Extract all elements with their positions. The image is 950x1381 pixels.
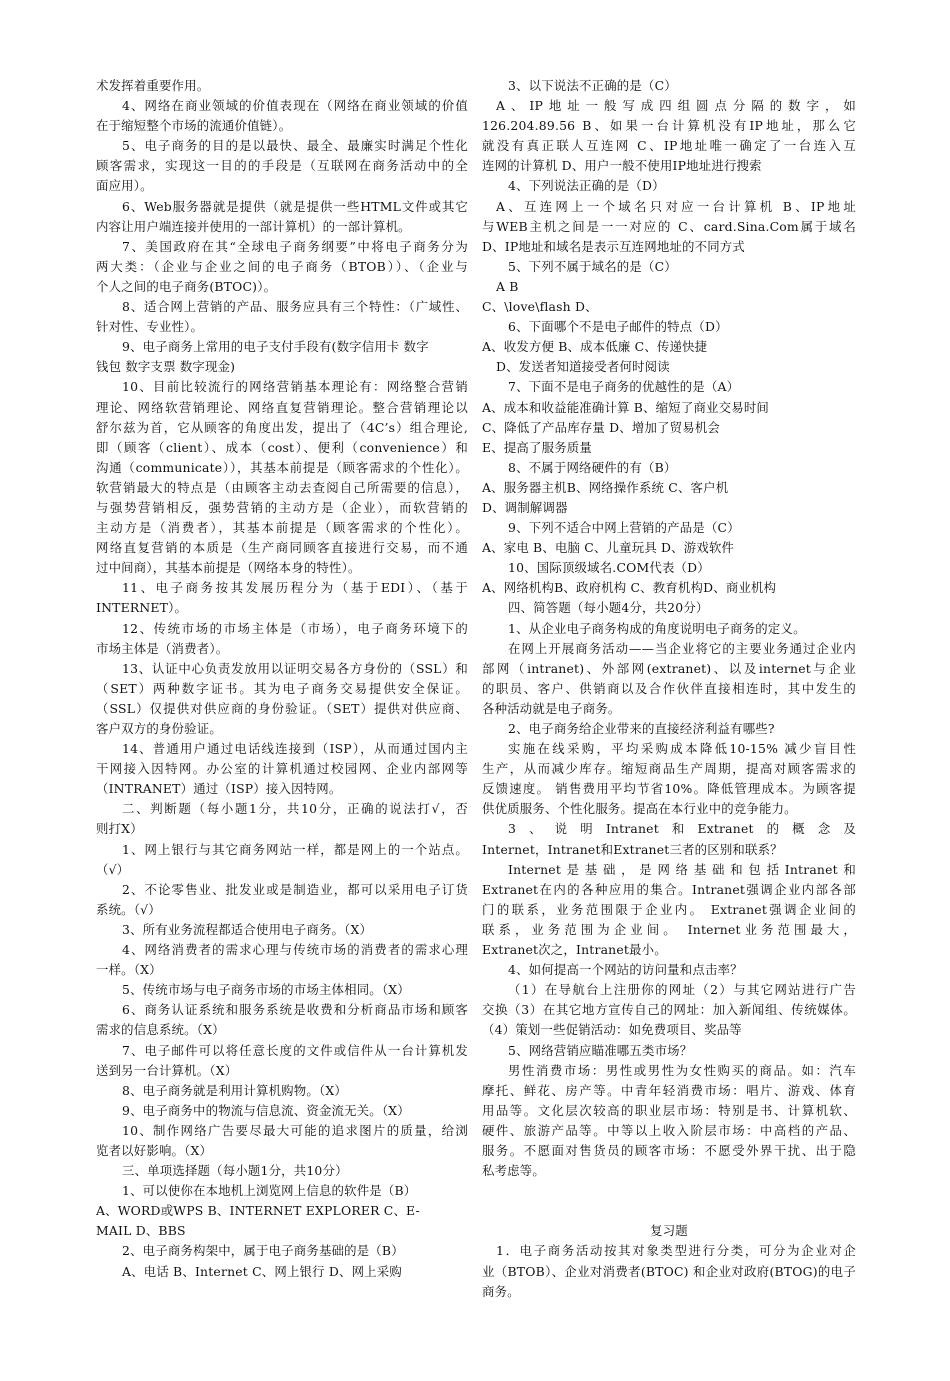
text-line: 面应用）。 xyxy=(96,178,153,194)
text-line: 2、电子商务给企业带来的直接经济利益有哪些? xyxy=(508,721,775,736)
text-line: 在网上开展商务活动——当企业将它的主要业务通过企业内 xyxy=(508,640,856,656)
text-line: 即（顾客（client）、成本（cost）、便利（convenience）和 xyxy=(96,439,468,455)
text-line: 6、下面哪个不是电子邮件的特点（D） xyxy=(508,319,728,335)
text-line: Internet是基础，是网络基础和包括Intranet和 xyxy=(508,861,856,877)
text-line: 11、电子商务按其发展历程分为（基于EDI）、（基于 xyxy=(122,580,468,596)
text-line: D、发送者知道接受者何时阅读 xyxy=(496,359,670,375)
spacer xyxy=(482,1201,856,1221)
text-line: A、家电 B、电脑 C、儿童玩具 D、游戏软件 xyxy=(482,540,735,556)
text-line: 6、商务认证系统和服务系统是收费和分析商品市场和顾客 xyxy=(122,1002,468,1018)
text-line: 8、电子商务就是利用计算机购物。（X） xyxy=(122,1082,347,1098)
text-line: 私考虑等。 xyxy=(482,1163,545,1179)
text-line: （4）策划一些促销活动：如免费项目、奖品等 xyxy=(482,1022,742,1038)
text-line: Extranet在内的各种应用的集合。Intranet强调企业内部各部 xyxy=(482,881,856,897)
text-line: 4、下列说法正确的是（D） xyxy=(508,178,665,194)
text-line: 5、网络营销应瞄准哪五类市场？ xyxy=(508,1042,693,1058)
text-line: C、\love\flash D、 xyxy=(482,299,598,315)
text-line: 理论、网络软营销理论、网络直复营销理论。整合营销理论以 xyxy=(96,399,468,415)
text-line: 联系，业务范围为企业间。 Internet业务范围最大， xyxy=(482,921,856,937)
text-line: 业（BTOB）、企业对消费者(BTOC) 和企业对政府(BTOG)的电子 xyxy=(482,1263,856,1279)
right-column xyxy=(482,76,856,1302)
text-line: 软营销最大的特点是（由顾客主动去查阅自己所需要的信息）， xyxy=(96,479,468,495)
text-line: 生产，从而减少库存。缩短商品生产周期，提高对顾客需求的 xyxy=(482,761,856,777)
text-line: 一样。（X） xyxy=(96,962,162,978)
text-line: A B xyxy=(496,278,519,294)
text-line: 舒尔兹为首，它从顾客的角度出发，提出了（4C’s）组合理论, xyxy=(96,419,468,435)
text-line: 4、如何提高一个网站的访问量和点击率？ xyxy=(508,962,743,978)
text-line: 送到另一台计算机。（X） xyxy=(96,1062,238,1078)
text-line: A、服务器主机B、网络操作系统 C、客户机 xyxy=(482,479,729,495)
text-line: 硬件、旅游产品等。中等以上收入阶层市场：中高档的产品、 xyxy=(482,1122,856,1138)
text-line: 2、不论零售业、批发业或是制造业，都可以采用电子订货 xyxy=(122,881,468,897)
text-line: 各种活动就是电子商务。 xyxy=(482,700,621,716)
text-line: 门的联系，业务范围限于企业内。 Extranet强调企业间的 xyxy=(482,901,856,917)
text-line: E、提高了服务质量 xyxy=(482,439,592,455)
text-line: （1）在导航台上注册你的网址（2）与其它网站进行广告 xyxy=(508,982,856,998)
text-line: 10、目前比较流行的网络营销基本理论有：网络整合营销 xyxy=(122,379,468,395)
text-line: 5、下列不属于域名的是（C） xyxy=(508,258,677,274)
text-line: 用品等。文化层次较高的职业层市场：特别是书、计算机软、 xyxy=(482,1102,856,1118)
text-line: 术发挥着重要作用。 xyxy=(96,78,210,93)
text-line: D、IP地址和域名是表示互连网地址的不同方式 xyxy=(482,238,745,254)
text-line: 4、网络消费者的需求心理与传统市场的消费者的需求心理 xyxy=(122,942,468,958)
text-line: 两大类：（企业与企业之间的电子商务（BTOB））、（企业与 xyxy=(96,258,468,274)
text-line: 的职员、客户、供销商以及合作伙伴直接相连时，其中发生的 xyxy=(482,680,856,696)
text-line: A、收发方便 B、成本低廉 C、传递快捷 xyxy=(482,339,708,355)
text-line: 10、国际顶级域名.COM代表（D） xyxy=(508,560,710,576)
text-line: 览者以好影响。（X） xyxy=(96,1142,213,1158)
text-line: 连网的计算机 D、用户一般不使用IP地址进行搜索 xyxy=(482,158,762,174)
text-line: 系统。（√） xyxy=(96,901,161,917)
text-line: 2、电子商务构架中，属于电子商务基础的是（B） xyxy=(122,1243,404,1259)
text-line: 5、传统市场与电子商务市场的市场主体相同。（X） xyxy=(122,982,410,998)
text-line: A、互连网上一个域名只对应一台计算机 B、IP地址 xyxy=(496,198,856,214)
text-line: 供优质服务、个性化服务。提高在本行业中的竞争能力。 xyxy=(482,801,797,817)
section-heading: 二、判断题（每小题1分，共10分，正确的说法打√，否 xyxy=(122,801,468,817)
text-line: 部网（intranet)、外部网(extranet)、以及internet与企业 xyxy=(482,660,856,676)
text-line: 顾客需求，实现这一目的的手段是（互联网在商务活动中的全 xyxy=(96,158,468,174)
text-line: INTERNET）。 xyxy=(96,600,188,616)
section-title: 复习题 xyxy=(650,1223,688,1239)
text-line: 个人之间的电子商务(BTOC)）。 xyxy=(96,278,277,294)
text-line: 9、下列不适合中网上营销的产品是（C） xyxy=(508,520,740,536)
text-line: 商务。 xyxy=(482,1283,520,1299)
text-line: 8、适合网上营销的产品、服务应具有三个特性：（广域性、 xyxy=(122,299,468,315)
text-line: 网络直复营销的本质是（生产商同顾客直接进行交易，而不通 xyxy=(96,540,468,556)
text-line: 7、美国政府在其“全球电子商务纲要”中将电子商务分为 xyxy=(122,238,468,254)
text-line: 7、电子邮件可以将任意长度的文件或信件从一台计算机发 xyxy=(122,1042,468,1058)
text-line: Internet，Intranet和Extranet三者的区别和联系？ xyxy=(482,841,783,857)
text-line: （SET）两种数字证书。其为电子商务交易提供安全保证。 xyxy=(96,680,468,696)
text-line: 126.204.89.56 B、如果一台计算机没有IP地址，那么它 xyxy=(482,118,856,134)
text-line: 与强势营销相反，强势营销的主动方是（企业），而软营销的 xyxy=(96,499,468,515)
text-line: 9、电子商务中的物流与信息流、资金流无关。（X） xyxy=(122,1102,410,1118)
section-heading: 四、简答题（每小题4分，共20分） xyxy=(508,600,709,616)
text-line: 7、下面不是电子商务的优越性的是（A） xyxy=(508,379,740,395)
text-line: MAIL D、BBS xyxy=(96,1223,186,1239)
text-line: 就没有真正联人互连网 C、IP地址唯一确定了一台连入互 xyxy=(482,138,856,154)
text-line: 与WEB主机之间是一一对应的 C、card.Sina.Com属于域名 xyxy=(482,218,856,234)
text-line: 14、普通用户通过电话线连接到（ISP），从而通过国内主 xyxy=(122,741,468,757)
text-line: A、电话 B、Internet C、网上银行 D、网上采购 xyxy=(122,1263,402,1279)
text-line: 12、传统市场的市场主体是（市场），电子商务环境下的 xyxy=(122,620,468,636)
text-line: 实施在线采购，平均采购成本降低10-15% 减少盲目性 xyxy=(508,741,856,757)
text-line: 3、所有业务流程都适合使用电子商务。（X） xyxy=(122,921,373,937)
section-heading: 三、单项选择题（每小题1分，共10分） xyxy=(122,1163,348,1179)
text-line: （√） xyxy=(96,861,130,877)
text-line: 4、网络在商业领域的价值表现在（网络在商业领域的价值 xyxy=(122,98,468,114)
left-column xyxy=(96,76,468,1282)
text-line: 5、电子商务的目的是以最快、最全、最廉实时满足个性化 xyxy=(122,138,468,154)
text-line: 过中间商），其基本前提是（网络本身的特性）。 xyxy=(96,560,361,576)
text-line: 针对性、专业性）。 xyxy=(96,319,204,335)
text-line: 1、从企业电子商务构成的角度说明电子商务的定义。 xyxy=(508,620,806,636)
text-line: 1、可以使你在本地机上浏览网上信息的软件是（B） xyxy=(122,1183,417,1199)
spacer xyxy=(482,1181,856,1201)
text-line: 主动方是（消费者），其基本前提是（顾客需求的个性化）。 xyxy=(96,520,468,536)
text-line: 摩托、鲜花、房产等。中青年轻消费市场：唱片、游戏、体育 xyxy=(482,1082,856,1098)
text-line: 3、以下说法不正确的是（C） xyxy=(508,78,677,93)
text-line: A、IP地址一般写成四组圆点分隔的数字，如 xyxy=(496,98,856,114)
text-line: 9、电子商务上常用的电子支付手段有(数字信用卡 数字 xyxy=(122,339,429,355)
text-line: A、网络机构B、政府机构 C、教育机构D、商业机构 xyxy=(482,580,777,596)
text-line: C、降低了产品库存量 D、增加了贸易机会 xyxy=(482,419,720,435)
text-line: 干网接入因特网。办公室的计算机通过校园网、企业内部网等 xyxy=(96,761,468,777)
text-line: 3、说明Intranet和Extranet的概念及 xyxy=(508,821,856,837)
text-line: 男性消费市场：男性或男性为女性购买的商品。如：汽车 xyxy=(508,1062,856,1078)
text-line: A、WORD或WPS B、INTERNET EXPLORER C、E- xyxy=(96,1203,420,1219)
text-line: 钱包 数字支票 数字现金) xyxy=(96,359,236,375)
text-line: 6、Web服务器就是提供（就是提供一些HTML文件或其它 xyxy=(122,198,468,214)
text-line: 1、网上银行与其它商务网站一样，都是网上的一个站点。 xyxy=(122,841,468,857)
text-line: 内容让用户端连接并使用的一部计算机）的一部计算机。 xyxy=(96,218,411,234)
text-line: A、成本和收益能准确计算 B、缩短了商业交易时间 xyxy=(482,399,769,415)
text-line: （INTRANET）通过（ISP）接入因特网。 xyxy=(96,781,342,797)
text-line: 需求的信息系统。（X） xyxy=(96,1022,225,1038)
text-line: （SSL）仅提供对供应商的身份验证。（SET）提供对供应商、 xyxy=(96,700,468,716)
text-line: 服务。不愿面对售货员的顾客市场：不愿受外界干扰、出于隐 xyxy=(482,1142,856,1158)
text-line: 8、不属于网络硬件的有（B） xyxy=(508,459,677,475)
text-line: 交换（3）在其它地方宣传自己的网址：加入新闻组、传统媒体。 xyxy=(482,1002,856,1018)
text-line: 1．电子商务活动按其对象类型进行分类，可分为企业对企 xyxy=(496,1243,856,1259)
text-line: 沟通（communicate）），其基本前提是（顾客需求的个性化）。 xyxy=(96,459,468,475)
text-line: D、调制解调器 xyxy=(482,499,568,515)
text-line: 10、制作网络广告要尽最大可能的追求图片的质量，给浏 xyxy=(122,1122,468,1138)
text-line: 市场主体是（消费者）。 xyxy=(96,640,229,656)
text-line: 反馈速度。 销售费用平均节省10%。降低管理成本。为顾客提 xyxy=(482,781,856,797)
text-line: 在于缩短整个市场的流通价值链）。 xyxy=(96,118,292,134)
text-line: 则打X） xyxy=(96,821,143,837)
text-line: 客户双方的身份验证。 xyxy=(96,721,222,736)
text-line: 13、认证中心负责发放用以证明交易各方身份的（SSL）和 xyxy=(122,660,468,676)
text-line: Extranet次之，Intranet最小。 xyxy=(482,942,667,958)
